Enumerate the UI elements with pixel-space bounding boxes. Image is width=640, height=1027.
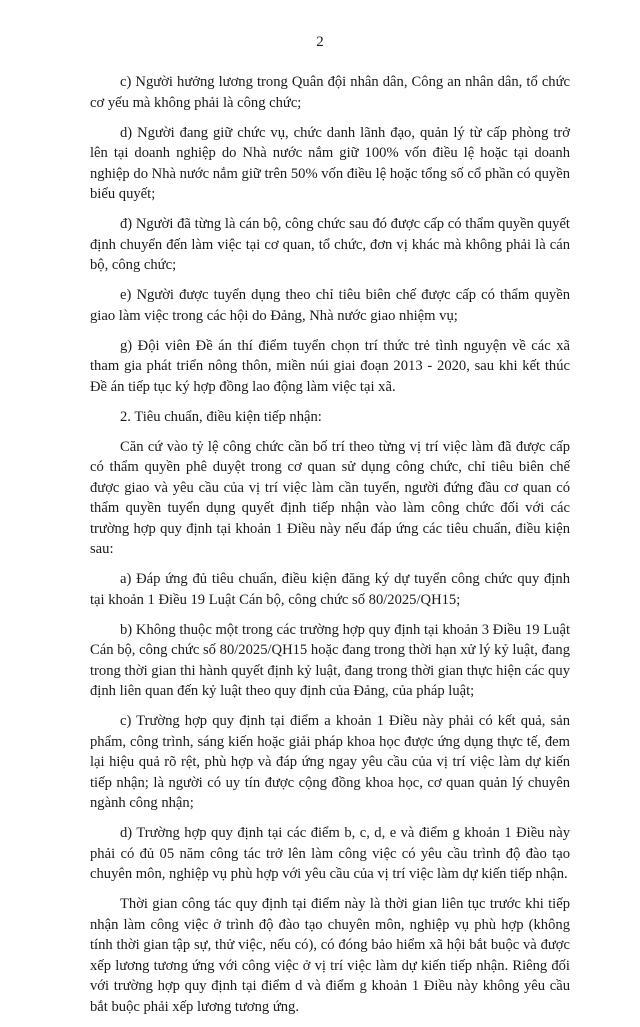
paragraph-point-d-enterprise-managers: d) Người đang giữ chức vụ, chức danh lãnh đạo, quản lý từ cấp phòng trở lên tại doanh nghiệp do Nhà nước nắm giữ 100% vốn điều lệ hoặc tại doanh nghiệp do Nhà nước nắm giữ trên 50% vốn điều lệ hoặc tổng số cổ phần có quyền biểu quyết;: [90, 124, 570, 202]
page-number: 2: [316, 34, 324, 50]
paragraph-criteria-c: c) Trường hợp quy định tại điểm a khoản 1 Điều này phải có kết quả, sản phẩm, công trình, sáng kiến hoặc giải pháp khoa học được ứng dụng thực tế, đem lại hiệu quả rõ rệt, phù hợp và đáp ứng ngay yêu cầu của vị trí việc làm dự kiến tiếp nhận; là người có uy tín được cộng đồng khoa học, cơ quan quản lý chuyên ngành công nhận;: [90, 713, 570, 811]
paragraph-point-e-association-staff: e) Người được tuyển dụng theo chỉ tiêu biên chế được cấp có thẩm quyền giao làm việc trong các hội do Đảng, Nhà nước giao nhiệm vụ;: [90, 287, 570, 324]
section-heading-criteria: 2. Tiêu chuẩn, điều kiện tiếp nhận:: [120, 408, 322, 425]
paragraph-point-g-volunteer-members: g) Đội viên Đề án thí điểm tuyển chọn trí thức trẻ tình nguyện về các xã tham gia phát triển nông thôn, miền núi giai đoạn 2013 - 2020, sau khi kết thúc Đề án tiếp tục ký hợp đồng lao động làm việc tại xã.: [90, 337, 570, 395]
paragraph-criteria-d: d) Trường hợp quy định tại các điểm b, c, d, e và điểm g khoản 1 Điều này phải có đủ 05 năm công tác trở lên làm công việc có yêu cầu trình độ đào tạo chuyên môn, nghiệp vụ phù hợp với yêu cầu của vị trí việc làm dự kiến tiếp nhận.: [90, 825, 570, 882]
paragraph-point-c-officers: c) Người hưởng lương trong Quân đội nhân dân, Công an nhân dân, tổ chức cơ yếu mà không phải là công chức;: [90, 74, 570, 111]
paragraph-working-time-note: Thời gian công tác quy định tại điểm này là thời gian liên tục trước khi tiếp nhận làm công việc ở trình độ đào tạo chuyên môn, nghiệp vụ phù hợp (không tính thời gian tập sự, thử việc, nếu có), có đóng bảo hiểm xã hội bắt buộc và được xếp lương tương ứng với công việc ở vị trí việc làm dự kiến tiếp nhận. Riêng đối với trường hợp quy định tại điểm d và điểm g khoản 1 Điều này không yêu cầu bắt buộc phải xếp lương tương ứng.: [90, 896, 570, 1015]
paragraph-point-dd-former-officials: đ) Người đã từng là cán bộ, công chức sau đó được cấp có thẩm quyền quyết định chuyển đến làm việc tại cơ quan, tổ chức, đơn vị khác mà không phải là cán bộ, công chức;: [90, 216, 570, 273]
paragraph-criteria-intro: Căn cứ vào tỷ lệ công chức cần bố trí theo từng vị trí việc làm đã được cấp có thẩm quyền phê duyệt trong cơ quan sử dụng công chức, chỉ tiêu biên chế được giao và yêu cầu của vị trí việc làm cần tuyển, người đứng đầu cơ quan có thẩm quyền tuyển dụng quyết định tiếp nhận vào làm công chức đối với các trường hợp quy định tại khoản 1 Điều này nếu đáp ứng các tiêu chuẩn, điều kiện sau:: [90, 438, 570, 557]
paragraph-criteria-a: a) Đáp ứng đủ tiêu chuẩn, điều kiện đăng ký dự tuyển công chức quy định tại khoản 1 Điều 19 Luật Cán bộ, công chức số 80/2025/QH15;: [90, 571, 570, 608]
document-body: [90, 72, 570, 1027]
paragraph-criteria-b: b) Không thuộc một trong các trường hợp quy định tại khoản 3 Điều 19 Luật Cán bộ, công chức số 80/2025/QH15 hoặc đang trong thời hạn xử lý kỷ luật, đang trong thời gian thi hành quyết định kỷ luật, đang trong thời gian thực hiện các quy định liên quan đến kỷ luật theo quy định của Đảng, của pháp luật;: [90, 621, 570, 699]
